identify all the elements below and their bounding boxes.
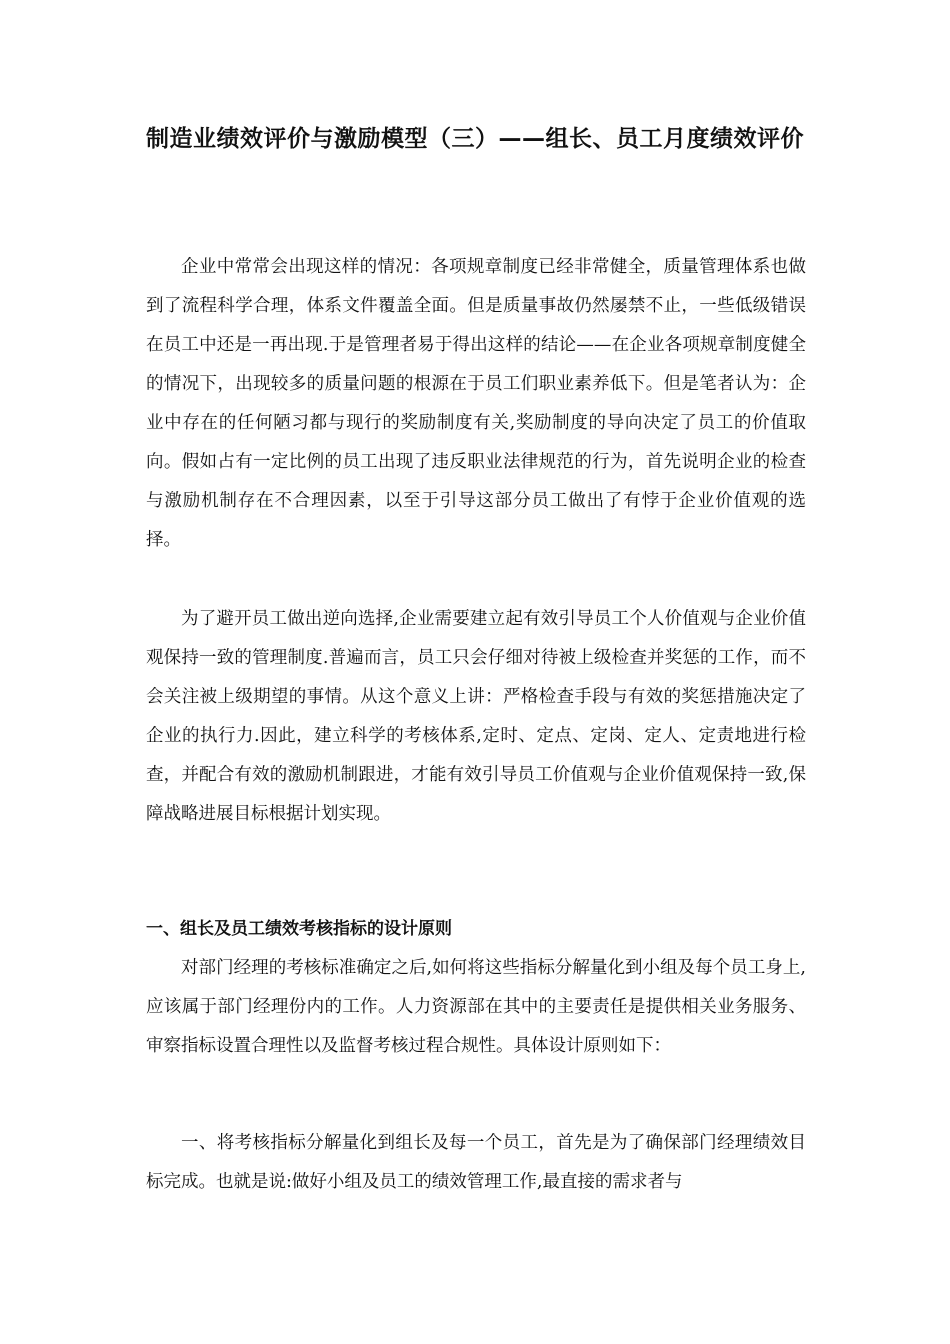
section-heading: 一、组长及员工绩效考核指标的设计原则 xyxy=(146,919,452,939)
paragraph-intro: 企业中常常会出现这样的情况：各项规章制度已经非常健全，质量管理体系也做到了流程科学合理，体系文件覆盖全面。但是质量事故仍然屡禁不止，一些低级错误在员工中还是一再出现.于是管理者易于得出这样的结论——在企业各项规章制度健全的情况下，出现较多的质量问题的根源在于员工们职业素养低下。但是笔者认为：企业中存在的任何陋习都与现行的奖励制度有关,奖励制度的导向决定了员工的价值取向。假如占有一定比例的员工出现了违反职业法律规范的行为，首先说明企业的检查与激励机制存在不合理因素，以至于引导这部分员工做出了有悖于企业价值观的选择。 xyxy=(146,257,806,550)
paragraph-second: 为了避开员工做出逆向选择,企业需要建立起有效引导员工个人价值观与企业价值观保持一致的管理制度.普遍而言，员工只会仔细对待被上级检查并奖惩的工作，而不会关注被上级期望的事情。从这个意义上讲：严格检查手段与有效的奖惩措施决定了企业的执行力.因此，建立科学的考核体系,定时、定点、定岗、定人、定责地进行检查，并配合有效的激励机制跟进，才能有效引导员工价值观与企业价值观保持一致,保障战略进展目标根据计划实现。 xyxy=(146,609,806,824)
section-paragraph-1: 对部门经理的考核标准确定之后,如何将这些指标分解量化到小组及每个员工身上,应该属于部门经理份内的工作。人力资源部在其中的主要责任是提供相关业务服务、审察指标设置合理性以及监督考核过程合规性。具体设计原则如下： xyxy=(146,958,806,1056)
document-title: 制造业绩效评价与激励模型（三）——组长、员工月度绩效评价 xyxy=(146,126,804,152)
section-paragraph-2: 一、将考核指标分解量化到组长及每一个员工，首先是为了确保部门经理绩效目标完成。也就是说:做好小组及员工的绩效管理工作,最直接的需求者与 xyxy=(146,1133,806,1192)
